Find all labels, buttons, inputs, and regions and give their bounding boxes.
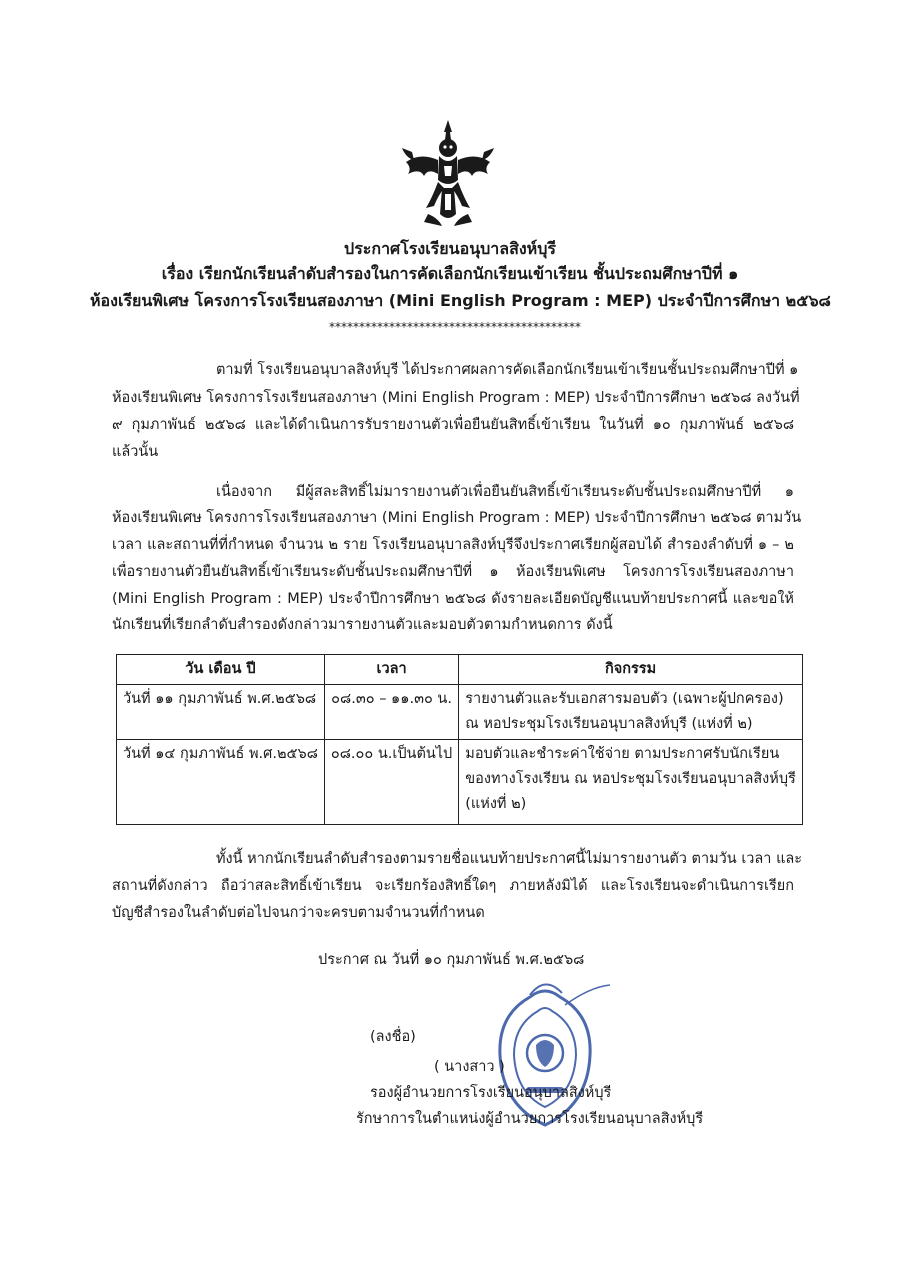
garuda-emblem-icon xyxy=(398,118,498,230)
header-time: เวลา xyxy=(324,655,458,685)
row-activity xyxy=(459,740,803,825)
separator-line: ****************************************** xyxy=(329,320,581,334)
signatory-acting-position: รักษาการในตำแหน่งผู้อำนวยการโรงเรียนอนุบาลสิงห์บุรี xyxy=(356,1111,704,1127)
para3-line: ทั้งนี้ หากนักเรียนลำดับสำรองตามรายชื่อแนบท้ายประกาศนี้ไม่มารายงานตัว ตามวัน เวลา และ xyxy=(216,851,803,867)
row-activity xyxy=(459,685,803,740)
para2-line: ห้องเรียนพิเศษ โครงการโรงเรียนสองภาษา (Mini English Program : MEP) ประจำปีการศึกษา ๒๕๖๘ ตามวัน xyxy=(112,510,802,526)
para1-line: ตามที่ โรงเรียนอนุบาลสิงห์บุรี ได้ประกาศผลการคัดเลือกนักเรียนเข้าเรียนชั้นประถมศึกษาปีที่ ๑ xyxy=(216,362,799,378)
table-header-row xyxy=(117,655,803,685)
announcement-program: ห้องเรียนพิเศษ โครงการโรงเรียนสองภาษา (Mini English Program : MEP) ประจำปีการศึกษา ๒๕๖๘ xyxy=(90,291,831,310)
para2-line: (Mini English Program : MEP) ประจำปีการศึกษา ๒๕๖๘ ดังรายละเอียดบัญชีแนบท้ายประกาศนี้ และขอให้ xyxy=(112,591,794,607)
para2-line: เวลา และสถานที่ที่กำหนด จำนวน ๒ ราย โรงเรียนอนุบาลสิงห์บุรีจึงประกาศเรียกผู้สอบได้ สำรองลำดับที่ ๑ – ๒ xyxy=(112,537,794,553)
activity-line: รายงานตัวและรับเอกสารมอบตัว (เฉพาะผู้ปกครอง) xyxy=(465,691,784,707)
announcement-subject: เรื่อง เรียกนักเรียนลำดับสำรองในการคัดเลือกนักเรียนเข้าเรียน ชั้นประถมศึกษาปีที่ ๑ xyxy=(161,264,739,283)
para1-line: ห้องเรียนพิเศษ โครงการโรงเรียนสองภาษา (Mini English Program : MEP) ประจำปีการศึกษา ๒๕๖๘ ลงวันที่ xyxy=(112,390,800,406)
row-date: วันที่ ๑๔ กุมภาพันธ์ พ.ศ.๒๕๖๘ xyxy=(117,740,325,825)
announcement-title: ประกาศโรงเรียนอนุบาลสิงห์บุรี xyxy=(344,239,556,258)
schedule-table xyxy=(116,654,803,825)
row-time: ๐๘.๐๐ น.เป็นต้นไป xyxy=(324,740,458,825)
para2-line: เพื่อรายงานตัวยืนยันสิทธิ์เข้าเรียนระดับชั้นประถมศึกษาปีที่ ๑ ห้องเรียนพิเศษ โครงการโรงเรียนสองภาษา xyxy=(112,564,794,580)
signed-label: (ลงชื่อ) xyxy=(370,1029,416,1045)
para3-line: สถานที่ดังกล่าว ถือว่าสละสิทธิ์เข้าเรียน จะเรียกร้องสิทธิ์ใดๆ ภายหลังมิได้ และโรงเรียนจะดำเนินการเรียก xyxy=(112,878,794,894)
para2-line: เนื่องจาก มีผู้สละสิทธิ์ไม่มารายงานตัวเพื่อยืนยันสิทธิ์เข้าเรียนระดับชั้นประถมศึกษาปีที่ ๑ xyxy=(216,484,794,500)
para1-line: ๙ กุมภาพันธ์ ๒๕๖๘ และได้ดำเนินการรับรายงานตัวเพื่อยืนยันสิทธิ์เข้าเรียน ในวันที่ ๑๐ กุมภาพันธ์ ๒๕๖๘ xyxy=(112,417,794,433)
signatory-name: ( นางสาว ) xyxy=(434,1059,505,1075)
announcement-date: ประกาศ ณ วันที่ ๑๐ กุมภาพันธ์ พ.ศ.๒๕๖๘ xyxy=(318,952,585,968)
para1-line: แล้วนั้น xyxy=(112,444,159,460)
para3-line: บัญชีสำรองในลำดับต่อไปจนกว่าจะครบตามจำนวนที่กำหนด xyxy=(112,905,485,921)
activity-line: ณ หอประชุมโรงเรียนอนุบาลสิงห์บุรี (แห่งที่ ๒) xyxy=(465,716,753,732)
header-date: วัน เดือน ปี xyxy=(117,655,325,685)
header-activity: กิจกรรม xyxy=(459,655,803,685)
table-row xyxy=(117,740,803,825)
activity-line: ของทางโรงเรียน ณ หอประชุมโรงเรียนอนุบาลสิงห์บุรี xyxy=(465,771,796,787)
signatory-position: รองผู้อำนวยการโรงเรียนอนุบาลสิงห์บุรี xyxy=(370,1085,612,1101)
para2-line: นักเรียนที่เรียกลำดับสำรองดังกล่าวมารายงานตัวและมอบตัวตามกำหนดการ ดังนี้ xyxy=(112,617,613,633)
row-date: วันที่ ๑๑ กุมภาพันธ์ พ.ศ.๒๕๖๘ xyxy=(117,685,325,740)
activity-line: มอบตัวและชำระค่าใช้จ่าย ตามประกาศรับนักเรียน xyxy=(465,746,780,762)
table-row xyxy=(117,685,803,740)
row-time: ๐๘.๓๐ – ๑๑.๓๐ น. xyxy=(324,685,458,740)
activity-line: (แห่งที่ ๒) xyxy=(465,796,527,812)
